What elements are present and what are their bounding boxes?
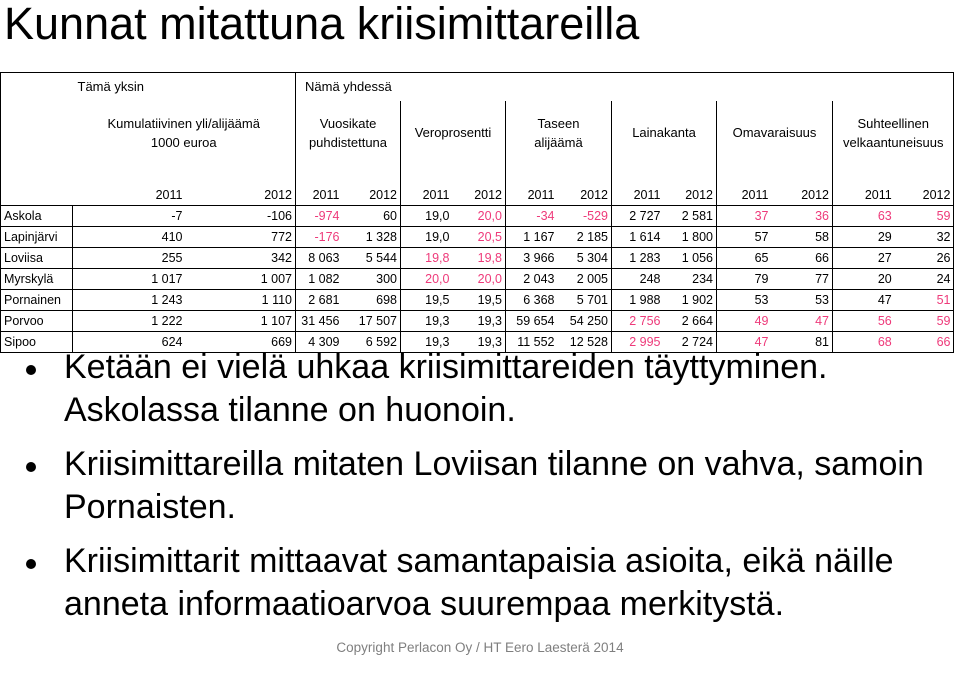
table-row — [1, 290, 954, 311]
year-header-cell: 2012 — [369, 187, 397, 202]
table-cell: 1 243 — [73, 290, 186, 311]
group-label-together: Nämä yhdessä — [305, 79, 392, 95]
table-cell: 20,0 — [453, 269, 506, 290]
table-cell: 54 250 — [558, 311, 612, 332]
table-cell: 698 — [343, 290, 401, 311]
table-cell: 2 664 — [664, 311, 717, 332]
year-header-cell: 2011 — [296, 185, 343, 206]
year-header-cell: 2012 — [685, 187, 713, 202]
bullet-item — [26, 540, 926, 626]
table-cell: 1 283 — [612, 248, 664, 269]
table-cell: 60 — [343, 206, 401, 227]
table-cell: 63 — [833, 206, 895, 227]
table-cell: 20,0 — [401, 269, 453, 290]
table-cell: 56 — [833, 311, 895, 332]
table-cell: 11 552 — [506, 332, 558, 353]
table-cell: 1 107 — [186, 311, 296, 332]
table-cell: 53 — [717, 290, 772, 311]
column-header-row — [1, 101, 954, 167]
year-header-cell: 2012 — [264, 187, 292, 202]
municipality-table — [0, 72, 954, 353]
table-cell: -974 — [296, 206, 343, 227]
table-cell: 1 007 — [186, 269, 296, 290]
table-cell: 2 724 — [664, 332, 717, 353]
table-cell: 248 — [612, 269, 664, 290]
table-cell: 1 017 — [73, 269, 186, 290]
table-cell: 1 222 — [73, 311, 186, 332]
header-gap-row — [1, 167, 954, 185]
table-cell: 47 — [833, 290, 895, 311]
table-cell: 81 — [772, 332, 833, 353]
table-cell: 2 005 — [558, 269, 612, 290]
table-cell: 77 — [772, 269, 833, 290]
table-cell: 37 — [717, 206, 772, 227]
table-cell: 2 043 — [506, 269, 558, 290]
year-header-cell: 2011 — [612, 185, 664, 206]
table-cell: 410 — [73, 227, 186, 248]
bullet-text: Kriisimittarit mittaavat samantapaisia asioita, eikä näille anneta informaatioarvoa suurempaa merkitystä. — [64, 542, 894, 623]
table-cell: 79 — [717, 269, 772, 290]
year-header-cell: 2012 — [580, 187, 608, 202]
table-cell: 19,8 — [453, 248, 506, 269]
table-cell: 5 544 — [343, 248, 401, 269]
table-cell: 8 063 — [296, 248, 343, 269]
table-cell: 3 966 — [506, 248, 558, 269]
table-cell: 234 — [664, 269, 717, 290]
table-cell: 47 — [717, 332, 772, 353]
table-cell: 19,0 — [401, 227, 453, 248]
table-cell: 20 — [833, 269, 895, 290]
year-header-cell: 2012 — [895, 185, 954, 206]
bullet-dot-icon — [26, 462, 36, 472]
table-cell: 4 309 — [296, 332, 343, 353]
table-cell: 57 — [717, 227, 772, 248]
table-cell: 1 328 — [343, 227, 401, 248]
group-label-alone: Tämä yksin — [77, 79, 144, 95]
table-cell: 342 — [186, 248, 296, 269]
column-header: Vuosikate puhdistettuna — [296, 101, 401, 167]
table-cell: 6 368 — [506, 290, 558, 311]
table-cell: 19,3 — [453, 332, 506, 353]
bullet-item — [26, 443, 926, 529]
table-cell: 19,5 — [453, 290, 506, 311]
table-cell: 66 — [772, 248, 833, 269]
table-cell: 19,3 — [401, 311, 453, 332]
table-cell: 2 756 — [612, 311, 664, 332]
table-cell: 24 — [895, 269, 954, 290]
municipality-name: Myrskylä — [1, 269, 73, 290]
bullet-text: Ketään ei vielä uhkaa kriisimittareiden täyttyminen. Askolassa tilanne on huonoin. — [64, 348, 828, 429]
table-cell: 6 592 — [343, 332, 401, 353]
table-cell: 27 — [833, 248, 895, 269]
table-cell: 2 681 — [296, 290, 343, 311]
bullet-list — [26, 346, 926, 626]
table-cell: -106 — [186, 206, 296, 227]
table-cell: 29 — [833, 227, 895, 248]
table-cell: 19,8 — [401, 248, 453, 269]
table-cell: -34 — [506, 206, 558, 227]
table-cell: 31 456 — [296, 311, 343, 332]
group-header-row — [1, 73, 954, 101]
table-cell: 5 304 — [558, 248, 612, 269]
table-cell: -529 — [558, 206, 612, 227]
table-body — [1, 206, 954, 353]
table-cell: 65 — [717, 248, 772, 269]
table-row — [1, 206, 954, 227]
slide-title: Kunnat mitattuna kriisimittareilla — [4, 0, 640, 49]
municipality-name: Pornainen — [1, 290, 73, 311]
column-header: Kumulatiivinen yli/alijäämä 1000 euroa — [107, 115, 260, 150]
table-cell: 59 — [895, 206, 954, 227]
table-cell: 19,3 — [401, 332, 453, 353]
table-cell: 1 082 — [296, 269, 343, 290]
table-row — [1, 311, 954, 332]
table-cell: 2 727 — [612, 206, 664, 227]
municipality-name: Askola — [1, 206, 73, 227]
table-cell: -7 — [73, 206, 186, 227]
table-cell: -176 — [296, 227, 343, 248]
column-header: Lainakanta — [612, 101, 717, 167]
table-cell: 2 581 — [664, 206, 717, 227]
municipality-name: Lapinjärvi — [1, 227, 73, 248]
table-cell: 1 988 — [612, 290, 664, 311]
table-cell: 300 — [343, 269, 401, 290]
table-cell: 2 185 — [558, 227, 612, 248]
bullet-dot-icon — [26, 365, 36, 375]
table-cell: 36 — [772, 206, 833, 227]
year-header-cell: 2012 — [801, 187, 829, 202]
table-cell: 12 528 — [558, 332, 612, 353]
table-cell: 51 — [895, 290, 954, 311]
column-header: Veroprosentti — [401, 101, 506, 167]
bullet-item — [26, 346, 926, 432]
table-cell: 1 902 — [664, 290, 717, 311]
copyright-notice: Copyright Perlacon Oy / HT Eero Laesterä 2014 — [336, 640, 624, 655]
table-cell: 1 110 — [186, 290, 296, 311]
table-cell: 17 507 — [343, 311, 401, 332]
table-cell: 59 654 — [506, 311, 558, 332]
table-cell: 1 167 — [506, 227, 558, 248]
table-cell: 32 — [895, 227, 954, 248]
table-cell: 58 — [772, 227, 833, 248]
table-cell: 255 — [73, 248, 186, 269]
table-cell: 5 701 — [558, 290, 612, 311]
bullet-dot-icon — [26, 559, 36, 569]
table-row — [1, 248, 954, 269]
table-cell: 19,5 — [401, 290, 453, 311]
table-cell: 20,0 — [453, 206, 506, 227]
year-header-cell: 2012 — [474, 187, 502, 202]
column-header: Omavaraisuus — [717, 101, 833, 167]
table-cell: 49 — [717, 311, 772, 332]
table-cell: 19,3 — [453, 311, 506, 332]
municipality-name: Sipoo — [1, 332, 73, 353]
year-header-cell: 2011 — [717, 185, 772, 206]
year-header-row — [1, 185, 954, 206]
table-cell: 772 — [186, 227, 296, 248]
municipality-name: Porvoo — [1, 311, 73, 332]
year-header-cell: 2011 — [506, 185, 558, 206]
table-row — [1, 269, 954, 290]
table-cell: 669 — [186, 332, 296, 353]
column-header: Taseen alijäämä — [506, 101, 612, 167]
table-cell: 47 — [772, 311, 833, 332]
year-header-cell: 2011 — [155, 187, 183, 202]
table-cell: 2 995 — [612, 332, 664, 353]
year-header-cell: 2011 — [833, 185, 895, 206]
table-cell: 26 — [895, 248, 954, 269]
table-cell: 53 — [772, 290, 833, 311]
table-cell: 20,5 — [453, 227, 506, 248]
year-header-cell: 2011 — [401, 185, 453, 206]
table-row — [1, 227, 954, 248]
bullet-text: Kriisimittareilla mitaten Loviisan tilanne on vahva, samoin Pornaisten. — [64, 445, 924, 526]
table-cell: 1 800 — [664, 227, 717, 248]
table-cell: 1 614 — [612, 227, 664, 248]
table-cell: 59 — [895, 311, 954, 332]
table-cell: 66 — [895, 332, 954, 353]
table-cell: 19,0 — [401, 206, 453, 227]
table-cell: 624 — [73, 332, 186, 353]
column-header: Suhteellinen velkaantuneisuus — [833, 101, 954, 167]
table-cell: 1 056 — [664, 248, 717, 269]
municipality-name: Loviisa — [1, 248, 73, 269]
table-cell: 68 — [833, 332, 895, 353]
